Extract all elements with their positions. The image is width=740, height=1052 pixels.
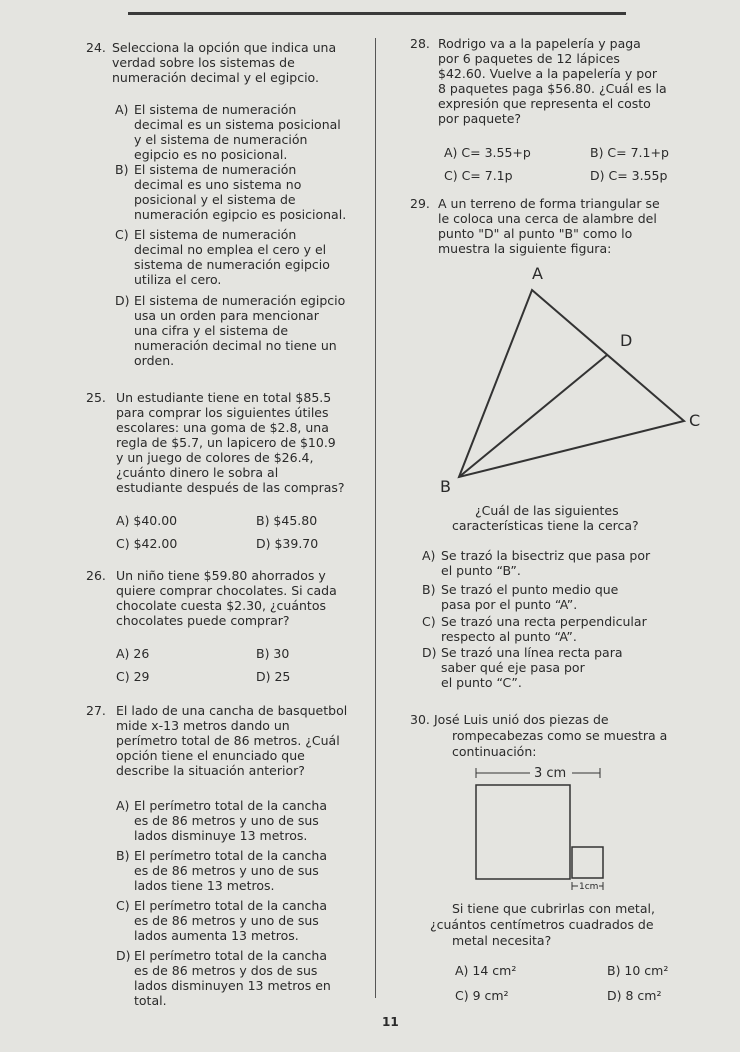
q26-number: 26. [86,568,106,583]
q26-option-c[interactable]: C) 29 [116,669,150,684]
q24-option-d-line: una cifra y el sistema de [134,323,289,338]
q24-option-c-line: decimal no emplea el cero y el [134,242,327,257]
q29-option-a-letter[interactable]: A) [422,548,436,563]
q25-number: 25. [86,390,106,405]
q26-stem-3: chocolate cuesta $2.30, ¿cuántos [116,598,326,613]
q27-option-a-line: lados disminuye 13 metros. [134,828,308,843]
q27-option-a-line: es de 86 metros y uno de sus [134,813,319,828]
q24-option-c-line: El sistema de numeración [134,227,297,242]
q25-option-b[interactable]: B) $45.80 [256,513,318,528]
q25-option-c[interactable]: C) $42.00 [116,536,178,551]
q26-option-d[interactable]: D) 25 [256,669,291,684]
q29-stem-1: A un terreno de forma triangular se [438,196,660,211]
q29-option-d-line: saber qué eje pasa por [441,660,585,675]
triangle-label-b: B [440,477,451,496]
q29-stem-4: muestra la siguiente figura: [438,241,612,256]
q25-stem-7: estudiante después de las compras? [116,480,345,495]
q27-stem-5: describe la situación anterior? [116,763,305,778]
q26-option-b[interactable]: B) 30 [256,646,290,661]
q29-stem-2: le coloca una cerca de alambre del [438,211,657,226]
q28-stem-2: por 6 paquetes de 12 lápices [438,51,620,66]
q24-option-c-line: utiliza el cero. [134,272,222,287]
triangle-label-a: A [532,264,543,283]
q24-option-a-line: y el sistema de numeración [134,132,308,147]
q29-option-b-line: pasa por el punto “A”. [441,597,578,612]
q26-stem-4: chocolates puede comprar? [116,613,290,628]
q27-stem-4: opción tiene el enunciado que [116,748,305,763]
triangle-label-c: C [689,411,701,430]
q27-option-b-line: El perímetro total de la cancha [134,848,328,863]
q28-stem-3: $42.60. Vuelve a la papelería y por [438,66,657,81]
q24-option-d-letter[interactable]: D) [115,293,130,308]
q24-option-b-line: decimal es uno sistema no [134,177,302,192]
q27-option-d-line: El perímetro total de la cancha [134,948,328,963]
q25-stem-3: escolares: una goma de $2.8, una [116,420,329,435]
q24-stem-3: numeración decimal y el egipcio. [112,70,319,85]
q29-option-d-line: Se trazó una línea recta para [441,645,623,660]
q28-stem-4: 8 paquetes paga $56.80. ¿Cuál es la [438,81,667,96]
q30-option-a[interactable]: A) 14 cm² [455,963,517,978]
q27-option-a-line: El perímetro total de la cancha [134,798,328,813]
q28-option-a[interactable]: A) C= 3.55+p [444,145,531,160]
q29-question-1: ¿Cuál de las siguientes [475,503,619,518]
q24-option-b-letter[interactable]: B) [115,162,129,177]
q29-question-2: características tiene la cerca? [452,518,639,533]
q30-question-3: metal necesita? [452,933,552,948]
q28-stem-5: expresión que representa el costo [438,96,651,111]
q24-option-a-line: decimal es un sistema posicional [134,117,341,132]
q25-stem-6: ¿cuánto dinero le sobra al [116,465,279,480]
q27-option-b-line: es de 86 metros y uno de sus [134,863,319,878]
q24-option-c-line: sistema de numeración egipcio [134,257,330,272]
q27-option-c-letter[interactable]: C) [116,898,130,913]
q27-stem-2: mide x-13 metros dando un [116,718,290,733]
q28-option-b[interactable]: B) C= 7.1+p [590,145,669,160]
q27-option-a-letter[interactable]: A) [116,798,130,813]
q29-option-a-line: el punto “B”. [441,563,521,578]
q27-option-b-line: lados tiene 13 metros. [134,878,275,893]
q24-option-c-letter[interactable]: C) [115,227,129,242]
triangle-label-d: D [620,331,633,350]
q29-number: 29. [410,196,430,211]
q29-option-d-letter[interactable]: D) [422,645,437,660]
q30-option-c[interactable]: C) 9 cm² [455,988,509,1003]
q24-option-b-line: posicional y el sistema de [134,192,296,207]
q27-option-d-line: es de 86 metros y dos de sus [134,963,318,978]
q25-stem-4: regla de $5.7, un lapicero de $10.9 [116,435,336,450]
page-number: 11 [382,1015,399,1029]
q27-option-b-letter[interactable]: B) [116,848,130,863]
q27-option-d-line: total. [134,993,167,1008]
q25-option-d[interactable]: D) $39.70 [256,536,319,551]
q27-option-d-letter[interactable]: D) [116,948,131,963]
q29-option-b-line: Se trazó el punto medio que [441,582,619,597]
q28-number: 28. [410,36,430,51]
q29-option-c-line: respecto al punto “A”. [441,629,577,644]
q29-option-c-letter[interactable]: C) [422,614,436,629]
q24-option-a-line: El sistema de numeración [134,102,297,117]
q28-option-d[interactable]: D) C= 3.55p [590,168,668,183]
puzzle-label-small: 1cm [578,880,599,895]
q29-stem-3: punto "D" al punto "B" como lo [438,226,633,241]
q30-option-d[interactable]: D) 8 cm² [607,988,662,1003]
q25-stem-1: Un estudiante tiene en total $85.5 [116,390,332,405]
q25-stem-5: y un juego de colores de $26.4, [116,450,314,465]
q27-option-c-line: El perímetro total de la cancha [134,898,328,913]
q27-option-c-line: es de 86 metros y uno de sus [134,913,319,928]
q24-option-a-letter[interactable]: A) [115,102,129,117]
q25-option-a[interactable]: A) $40.00 [116,513,178,528]
q29-option-d-line: el punto “C”. [441,675,522,690]
q30-option-b[interactable]: B) 10 cm² [607,963,669,978]
q28-option-c[interactable]: C) C= 7.1p [444,168,513,183]
q27-stem-3: perímetro total de 86 metros. ¿Cuál [116,733,340,748]
q26-stem-1: Un niño tiene $59.80 ahorrados y [116,568,326,583]
q24-option-a-line: egipcio es no posicional. [134,147,288,162]
q24-option-d-line: usa un orden para mencionar [134,308,319,323]
q25-stem-2: para comprar los siguientes útiles [116,405,329,420]
q24-option-b-line: El sistema de numeración [134,162,297,177]
puzzle-label-big: 3 cm [534,766,567,781]
q27-option-c-line: lados aumenta 13 metros. [134,928,299,943]
q29-option-c-line: Se trazó una recta perpendicular [441,614,647,629]
q24-option-d-line: numeración decimal no tiene un [134,338,337,353]
q30-question-1: Si tiene que cubrirlas con metal, [452,901,655,916]
q30-number: 30. [410,712,430,727]
q26-option-a[interactable]: A) 26 [116,646,150,661]
q28-stem-1: Rodrigo va a la papelería y paga [438,36,641,51]
q28-stem-6: por paquete? [438,111,522,126]
q27-number: 27. [86,703,106,718]
q29-option-b-letter[interactable]: B) [422,582,436,597]
q27-stem-1: El lado de una cancha de basquetbol [116,703,348,718]
q24-option-d-line: El sistema de numeración egipcio [134,293,346,308]
q29-option-a-line: Se trazó la bisectriz que pasa por [441,548,651,563]
q24-stem-1: Selecciona la opción que indica una [112,40,337,55]
q24-option-d-line: orden. [134,353,175,368]
q24-number: 24. [86,40,106,55]
q30-stem-2: rompecabezas como se muestra a [452,728,668,743]
q26-stem-2: quiere comprar chocolates. Si cada [116,583,337,598]
q24-stem-2: verdad sobre los sistemas de [112,55,295,70]
q27-option-d-line: lados disminuyen 13 metros en [134,978,331,993]
q30-stem-1: José Luis unió dos piezas de [434,712,609,727]
q30-stem-3: continuación: [452,744,537,759]
q30-question-2: ¿cuántos centímetros cuadrados de [430,917,654,932]
q24-option-b-line: numeración egipcio es posicional. [134,207,347,222]
